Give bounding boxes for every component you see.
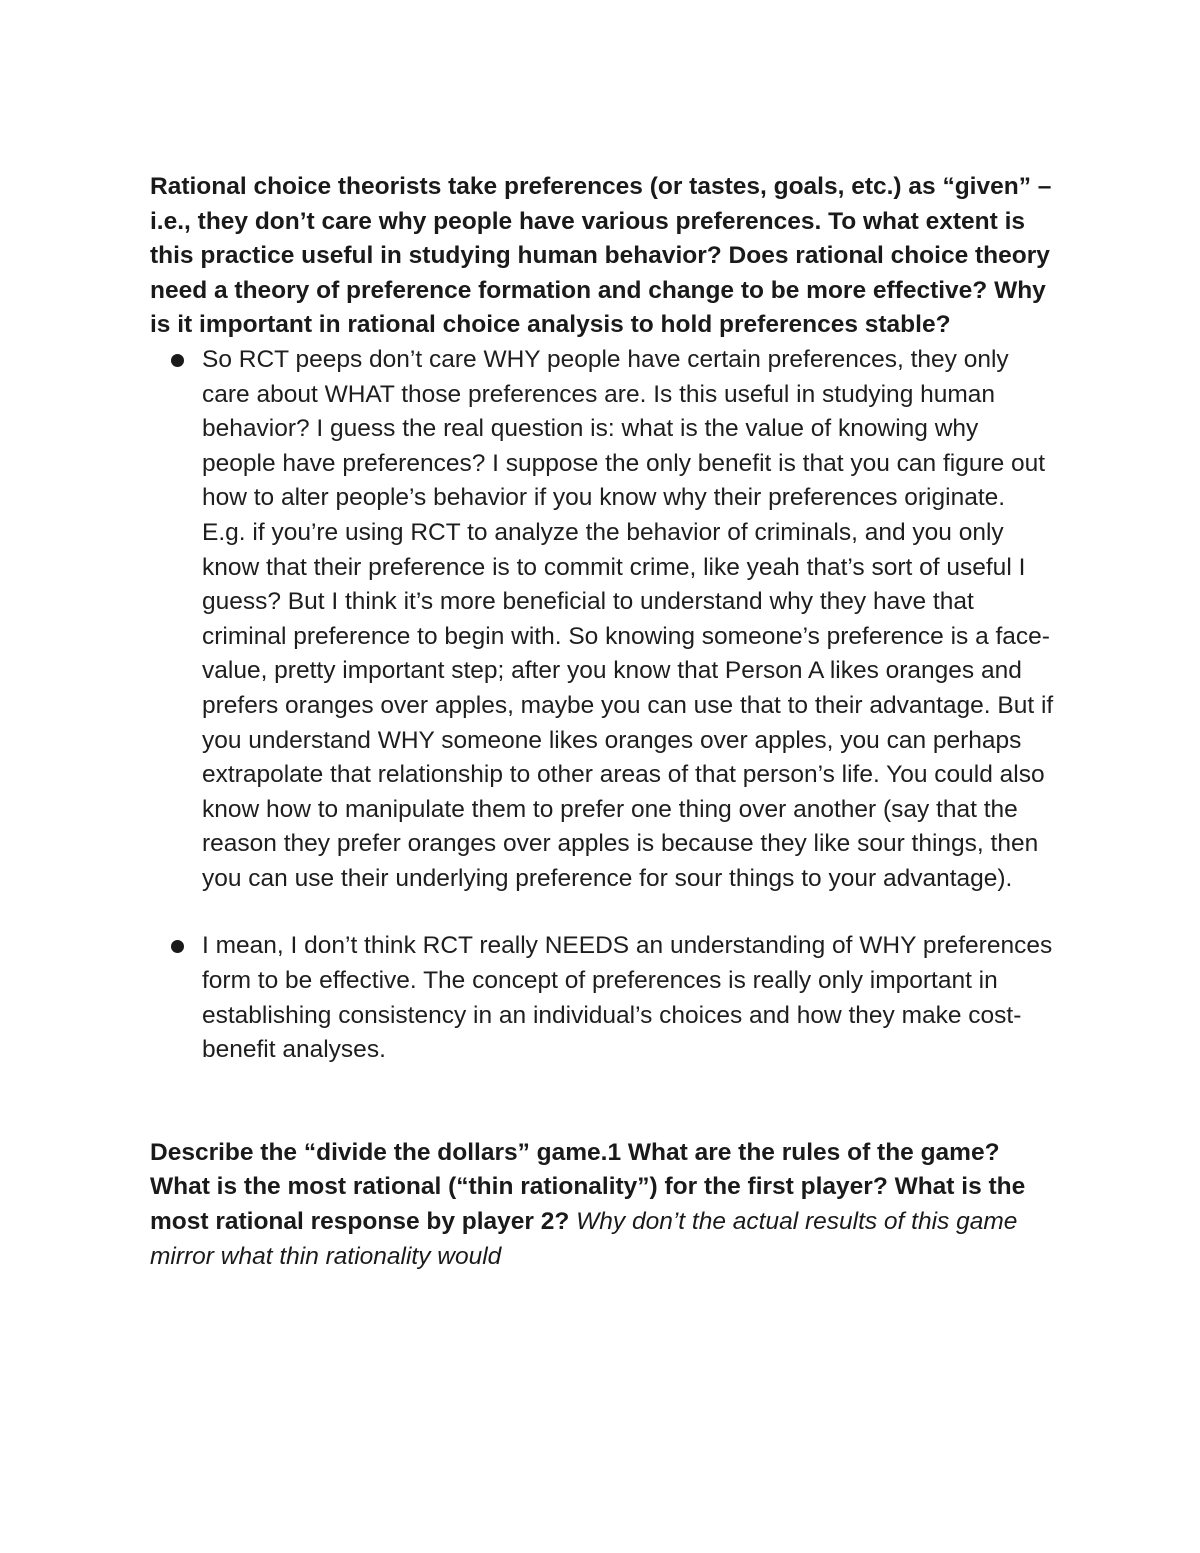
answer-text: So RCT peeps don’t care WHY people have certain preferences, they only care about WHAT those preferences are. Is this useful in studying human behavior? I guess the real question is: what is the value of knowing why people have preferences? I suppose the only benefit is that you can figure out how to alter people’s behavior if you know why their preferences originate. E.g. if you’re using RCT to analyze the behavior of criminals, and you only know that their preference is to commit crime, like yeah that’s sort of useful I guess? But I think it’s more beneficial to understand why they have that criminal preference to begin with. So knowing someone’s preference is a face-value, pretty important step; after you know that Person A likes oranges and prefers oranges over apples, maybe you can use that to their advantage. But if you understand WHY someone likes oranges over apples, you can perhaps extrapolate that relationship to other areas of that person’s life. You could also know how to manipulate them to prefer one thing over another (say that the reason they prefer oranges over apples is because they like sour things, then you can use their underlying preference for sour things to your advantage). [202,345,1054,892]
answer-text: I mean, I don’t think RCT really NEEDS an understanding of WHY preferences form to be effective. The concept of preferences is really only important in establishing consistency in an individual’s choices and how they make cost-benefit analyses. [202,932,1053,1064]
question-2-italic: Why don’t the actual results of this game mirror what thin rationality would [150,1208,1018,1270]
question-1: Rational choice theorists take preferences (or tastes, goals, etc.) as “given” – i.e., they don’t care why people have various preferences. To what extent is this practice useful in studying human behavior? Does rational choice theory need a theory of preference formation and change to be more effective? Why is it important in rational choice analysis to hold preferences stable? [150,173,1052,339]
section-spacer [150,1068,1055,1136]
document-page [150,170,1055,1274]
list-item [150,343,1055,897]
bullet-icon [171,354,184,367]
list-spacer [150,896,1055,929]
question-2-bold: Describe the “divide the dollars” game.1 What are the rules of the game? What is the most rational (“thin rationality”) for the first player? What is the most rational response by player 2? [150,1138,1026,1236]
question-2 [150,1136,1055,1274]
bullet-icon [171,940,184,953]
list-item [150,929,1055,1067]
answer-list-1 [150,343,1055,1068]
